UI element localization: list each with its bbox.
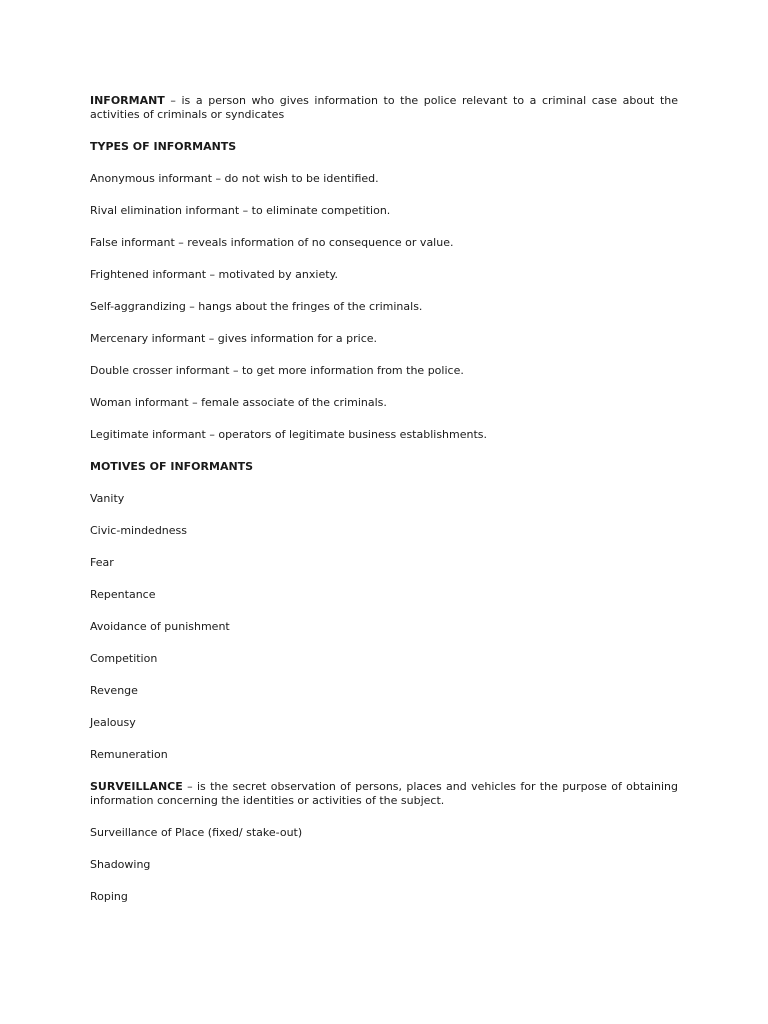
surveillance-definition [90, 780, 678, 808]
type-item: Anonymous informant – do not wish to be identified. [90, 172, 379, 185]
motive-item: Jealousy [90, 716, 136, 729]
type-item: Rival elimination informant – to eliminate competition. [90, 204, 391, 217]
informant-term: INFORMANT [90, 94, 165, 107]
motive-item: Avoidance of punishment [90, 620, 230, 633]
motive-item: Civic-mindedness [90, 524, 187, 537]
motive-item: Competition [90, 652, 158, 665]
motives-heading: MOTIVES OF INFORMANTS [90, 460, 254, 473]
document-body [90, 94, 678, 904]
type-item: Frightened informant – motivated by anxiety. [90, 268, 338, 281]
type-item: Woman informant – female associate of the criminals. [90, 396, 387, 409]
informant-definition-text: – is a person who gives information to the police relevant to a criminal case about the activities of criminals or syndicates [90, 94, 678, 121]
motive-item: Remuneration [90, 748, 168, 761]
motive-item: Revenge [90, 684, 138, 697]
surveillance-type-item: Shadowing [90, 858, 151, 871]
type-item: Legitimate informant – operators of legitimate business establishments. [90, 428, 488, 441]
surveillance-type-item: Surveillance of Place (fixed/ stake-out) [90, 826, 303, 839]
type-item: Double crosser informant – to get more information from the police. [90, 364, 464, 377]
surveillance-term: SURVEILLANCE [90, 780, 183, 793]
informant-definition [90, 94, 678, 122]
motive-item: Fear [90, 556, 114, 569]
surveillance-type-item: Roping [90, 890, 128, 903]
motive-item: Vanity [90, 492, 125, 505]
surveillance-definition-text: – is the secret observation of persons, places and vehicles for the purpose of obtaining information concerning the identities or activities of the subject. [90, 780, 678, 807]
types-heading: TYPES OF INFORMANTS [90, 140, 237, 153]
type-item: Self-aggrandizing – hangs about the fringes of the criminals. [90, 300, 423, 313]
type-item: False informant – reveals information of no consequence or value. [90, 236, 454, 249]
type-item: Mercenary informant – gives information for a price. [90, 332, 378, 345]
motive-item: Repentance [90, 588, 156, 601]
